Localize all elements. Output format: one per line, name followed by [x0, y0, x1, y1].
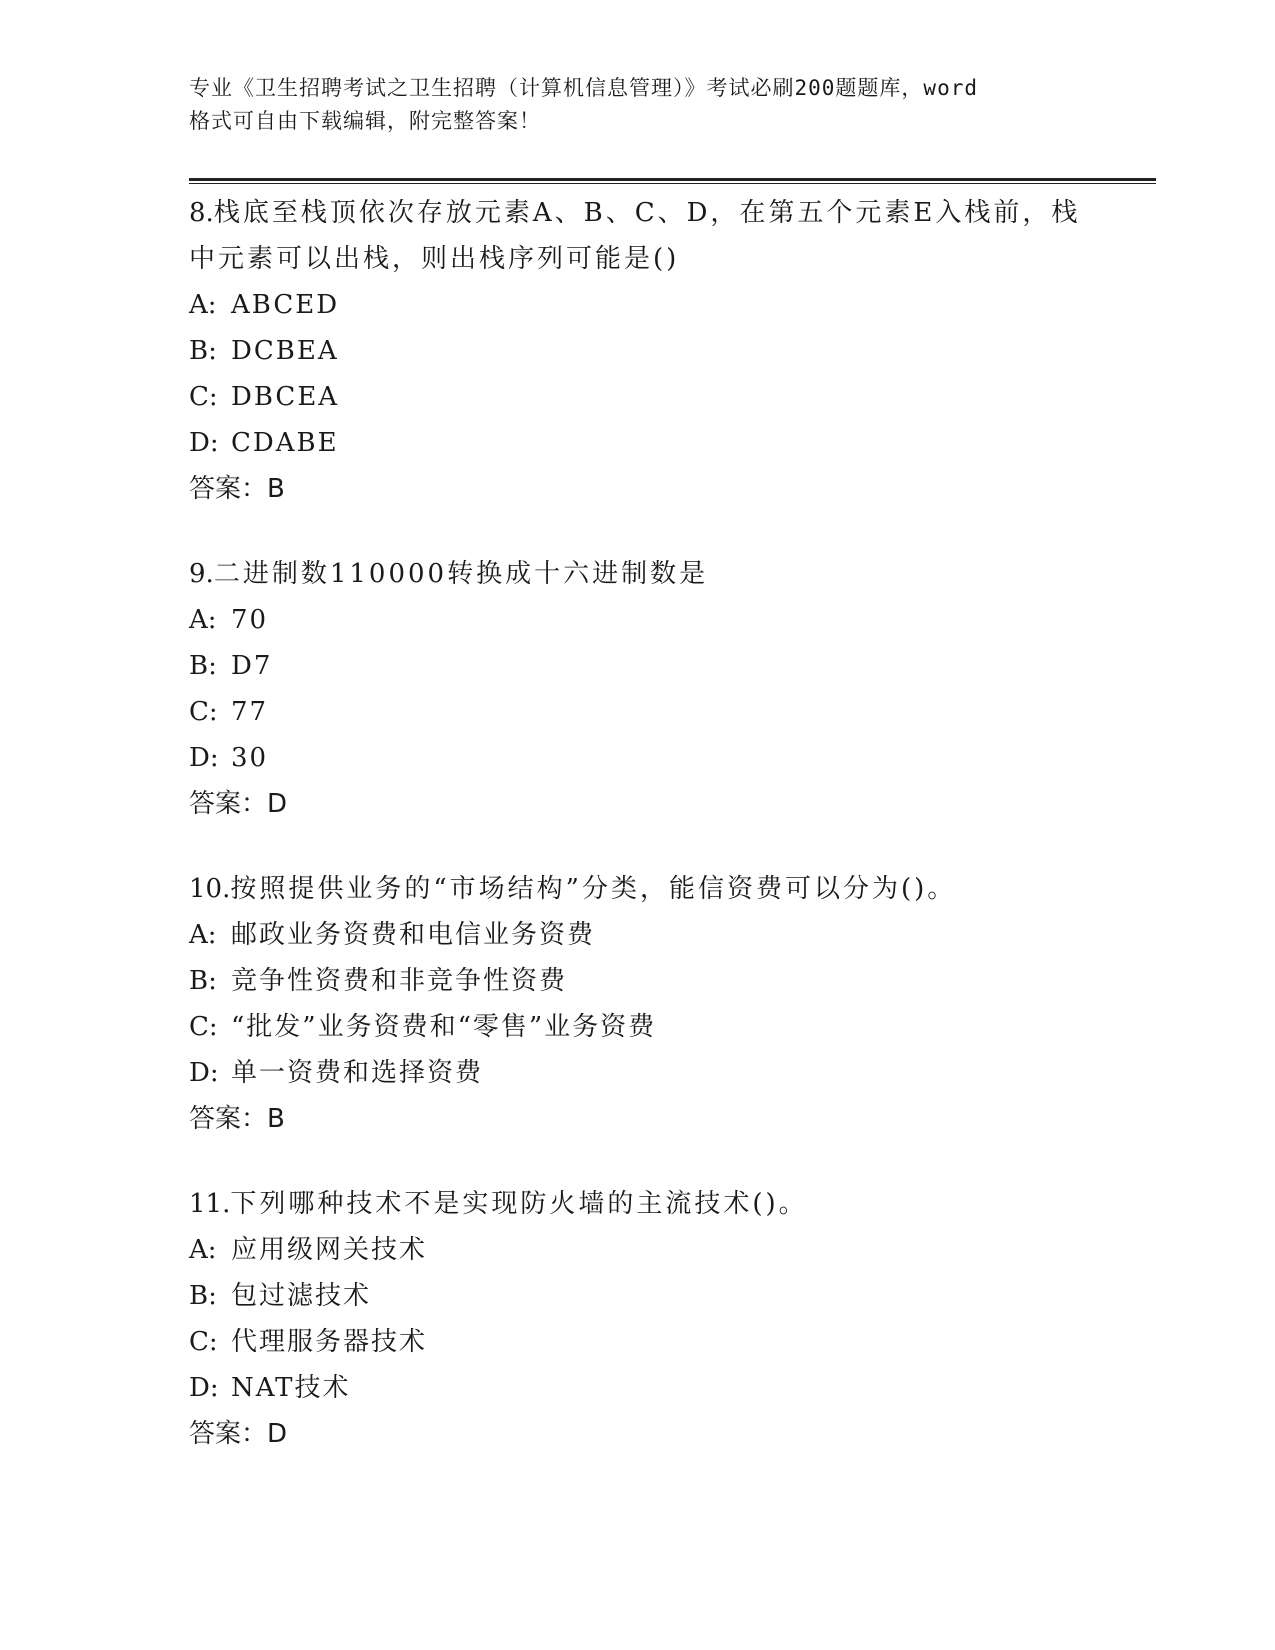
option-label: A:	[189, 920, 217, 950]
question-number: 9.	[189, 559, 214, 589]
option-b	[189, 1273, 1089, 1319]
question-number: 10.	[189, 874, 231, 904]
header-title-line-2: 格式可自由下载编辑，附完整答案！	[189, 109, 541, 133]
question-stem	[189, 1181, 1089, 1227]
document-header	[189, 72, 1089, 138]
answer-line: 答案：B	[189, 1104, 285, 1134]
option-text: 竞争性资费和非竞争性资费	[231, 966, 568, 996]
header-title-line-1: 专业《卫生招聘考试之卫生招聘（计算机信息管理）》考试必刷200题题库，word	[189, 76, 978, 100]
option-d	[189, 1365, 1089, 1411]
option-label: D:	[189, 1058, 219, 1088]
question-text: 二进制数110000转换成十六进制数是	[213, 559, 709, 589]
option-a	[189, 597, 1089, 643]
option-label: C:	[189, 382, 218, 412]
option-text: 代理服务器技术	[231, 1327, 428, 1357]
option-label: B:	[189, 336, 217, 366]
option-text: 77	[231, 697, 269, 727]
option-label: C:	[189, 697, 218, 727]
option-a	[189, 1227, 1089, 1273]
option-text: D7	[231, 651, 273, 681]
option-text: 包过滤技术	[231, 1281, 372, 1311]
option-text: 30	[231, 743, 269, 773]
option-label: B:	[189, 966, 217, 996]
option-label: D:	[189, 428, 219, 458]
option-text: 70	[231, 605, 269, 635]
question-stem	[189, 190, 1089, 282]
question-stem	[189, 866, 1089, 912]
option-text: NAT技术	[231, 1373, 351, 1403]
option-text: DCBEA	[231, 336, 339, 366]
option-label: D:	[189, 1373, 219, 1403]
option-label: B:	[189, 1281, 217, 1311]
answer-line: 答案：D	[189, 789, 288, 819]
question-number: 8.	[189, 198, 214, 228]
option-b	[189, 328, 1089, 374]
option-label: C:	[189, 1012, 218, 1042]
option-a	[189, 912, 1089, 958]
option-a	[189, 282, 1089, 328]
option-label: A:	[189, 290, 217, 320]
option-text: DBCEA	[231, 382, 340, 412]
question-text: 栈底至栈顶依次存放元素A、B、C、D，在第五个元素E入栈前，栈中元素可以出栈，则出栈序列可能是()	[189, 198, 1081, 274]
option-text: “批发”业务资费和“零售”业务资费	[231, 1012, 657, 1042]
option-label: D:	[189, 743, 219, 773]
header-divider-thick	[189, 178, 1156, 181]
option-d	[189, 420, 1089, 466]
question-number: 11.	[189, 1189, 231, 1219]
question-9	[189, 551, 1089, 827]
answer-line: 答案：D	[189, 1419, 288, 1449]
option-b	[189, 958, 1089, 1004]
option-text: CDABE	[231, 428, 339, 458]
option-label: B:	[189, 651, 217, 681]
option-b	[189, 643, 1089, 689]
option-text: 单一资费和选择资费	[231, 1058, 484, 1088]
option-text: 邮政业务资费和电信业务资费	[231, 920, 596, 950]
option-text: ABCED	[231, 290, 340, 320]
answer-line: 答案：B	[189, 474, 285, 504]
option-c	[189, 1004, 1089, 1050]
question-10	[189, 866, 1089, 1142]
option-text: 应用级网关技术	[231, 1235, 428, 1265]
option-c	[189, 689, 1089, 735]
option-d	[189, 735, 1089, 781]
header-divider-thin	[189, 183, 1156, 184]
question-text: 下列哪种技术不是实现防火墙的主流技术()。	[230, 1189, 808, 1219]
option-label: A:	[189, 605, 217, 635]
question-text: 按照提供业务的“市场结构”分类，能信资费可以分为()。	[230, 874, 957, 904]
option-label: A:	[189, 1235, 217, 1265]
question-stem	[189, 551, 1089, 597]
option-c	[189, 1319, 1089, 1365]
question-list	[189, 190, 1089, 1496]
option-c	[189, 374, 1089, 420]
option-label: C:	[189, 1327, 218, 1357]
question-8	[189, 190, 1089, 512]
question-11	[189, 1181, 1089, 1457]
option-d	[189, 1050, 1089, 1096]
